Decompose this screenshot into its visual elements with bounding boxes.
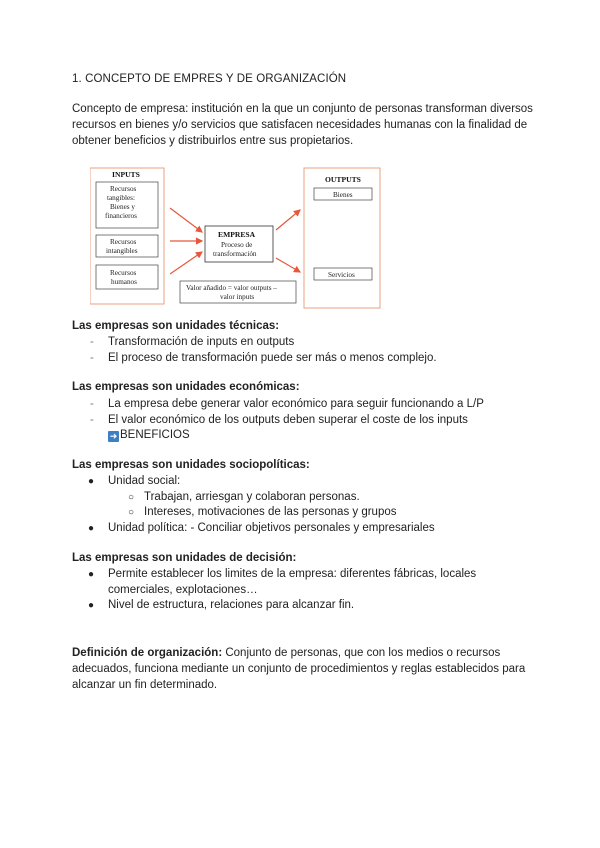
list-item: ● Permite establecer los limites de la empresa: diferentes fábricas, locales comerciales, explotaciones… [88, 568, 477, 596]
input3-line1: Recursos [110, 269, 137, 277]
section-title-decision: Las empresas son unidades de decisión: [72, 552, 297, 564]
list-item: ● Unidad social: [88, 475, 181, 487]
empresa-title: EMPRESA [218, 230, 256, 239]
list-sociopoliticas [72, 474, 542, 536]
list-economicas [72, 397, 542, 444]
list-item: - El valor económico de los outputs deben superar el coste de los inputs ➜ BENEFICIOS [90, 413, 468, 441]
list-item: ● Unidad política: - Conciliar objetivos personales y empresariales [88, 521, 435, 534]
input1-line4: financieros [105, 212, 137, 220]
section-title-sociopoliticas: Las empresas son unidades sociopolíticas: [72, 459, 310, 471]
list-item: ● Nivel de estructura, relaciones para alcanzar fin. [88, 599, 355, 611]
valor-line1: Valor añadido = valor outputs – [186, 284, 277, 292]
section-title-economicas: Las empresas son unidades económicas: [72, 381, 300, 393]
list-subitem: ○ Trabajan, arriesgan y colaboran personas. [128, 490, 360, 503]
input1-line2: tangibles: [107, 194, 135, 202]
input2-line2: intangibles [106, 247, 138, 255]
definition-paragraph [72, 645, 534, 693]
intro-paragraph: Concepto de empresa: institución en la que un conjunto de personas transforman diversos recursos en bienes y/o servicios que satisfacen necesidades humanas con la finalidad de obtener beneficios y distribuirlos entre sus propietarios. [72, 103, 533, 147]
definition-label: Definición de organización: [72, 647, 223, 659]
definition-text: Conjunto de personas, que con los medios o recursos adecuados, funciona mediante un conjunto de procedimientos y reglas establecidos para alcanzar un fin determinado. [72, 647, 526, 691]
arrow-out-1 [276, 210, 300, 230]
input2-line1: Recursos [110, 238, 137, 246]
business-diagram [90, 166, 390, 312]
section-title-tecnicas: Las empresas son unidades técnicas: [72, 320, 280, 332]
outputs-title: OUTPUTS [325, 175, 361, 184]
inputs-title: INPUTS [112, 170, 140, 179]
arrow-in-1 [170, 208, 202, 232]
list-item: - El proceso de transformación puede ser más o menos complejo. [90, 351, 437, 364]
arrow-out-2 [276, 258, 300, 272]
right-arrow-icon: ➜ [109, 431, 118, 441]
list-decision [72, 567, 542, 614]
input1-line3: Bienes y [110, 203, 135, 211]
output1-label: Bienes [333, 191, 353, 199]
page-title: 1. CONCEPTO DE EMPRES Y DE ORGANIZACIÓN [72, 73, 347, 85]
arrow-in-3 [170, 252, 202, 274]
empresa-line2: transformación [213, 250, 257, 258]
list-item: - Transformación de inputs en outputs [90, 336, 295, 348]
valor-line2: valor inputs [220, 293, 255, 301]
output2-label: Servicios [328, 271, 355, 279]
empresa-line1: Proceso de [221, 241, 253, 249]
input1-line1: Recursos [110, 185, 137, 193]
list-subitem: ○ Intereses, motivaciones de las personas y grupos [128, 506, 397, 518]
list-tecnicas [72, 335, 542, 366]
input3-line2: humanos [111, 278, 137, 286]
list-item: - La empresa debe generar valor económico para seguir funcionando a L/P [90, 398, 484, 410]
